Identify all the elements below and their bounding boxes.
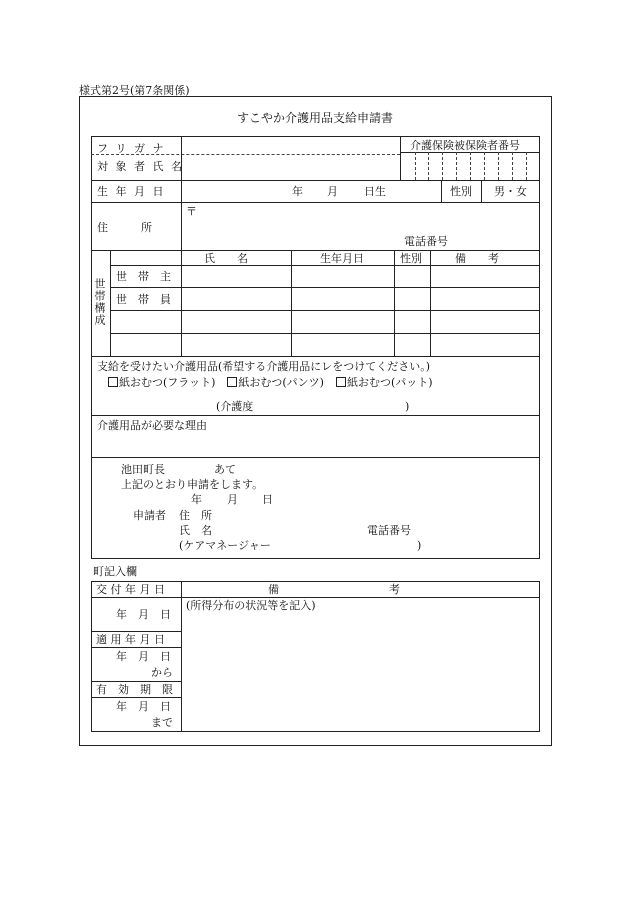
household-row-head: 世 帯 主 [116, 270, 171, 283]
reason-label: 介護用品が必要な理由 [97, 419, 207, 432]
delivery-date-value: 年 月 日 [116, 608, 171, 621]
form-title: すこやか介護用品支給申請書 [236, 111, 393, 125]
checkbox[interactable] [336, 377, 346, 387]
household-header-sex: 性別 [400, 252, 422, 265]
apply-date-label: 適 用 年 月 日 [96, 633, 165, 646]
delivery-date-label: 交 付 年 月 日 [96, 583, 165, 596]
applicant-label: 申請者 [133, 509, 166, 522]
birth-label: 生 年 月 日 [97, 185, 166, 198]
address-label: 住 所 [97, 221, 152, 234]
town-remarks-note: (所得分布の状況等を記入) [186, 599, 316, 612]
validity-until: まで [151, 716, 173, 729]
applicant-name-label: 氏 名 [179, 524, 212, 537]
household-header-birth: 生年月日 [320, 252, 364, 265]
household-group-label: 世帯構成 [93, 278, 106, 326]
household-header-name: 氏 名 [204, 252, 248, 265]
validity-label: 有 効 期 限 [96, 683, 173, 696]
name-label: 対 象 者 氏 名 [97, 160, 184, 173]
birth-year: 年 [292, 185, 303, 198]
addressee: 池田町長 [121, 463, 165, 476]
birth-day: 日生 [364, 185, 386, 198]
birth-month: 月 [327, 185, 338, 198]
sex-options: 男・女 [494, 185, 527, 198]
checkbox[interactable] [227, 377, 237, 387]
supplies-prompt: 支給を受けたい介護用品(希望する介護用品にレをつけてください。) [97, 360, 431, 373]
checkbox[interactable] [108, 377, 118, 387]
care-level-close: ) [405, 400, 410, 413]
sex-label: 性別 [450, 185, 472, 198]
supplies-options [108, 377, 445, 388]
option-pants[interactable]: 紙おむつ(パンツ) [227, 376, 324, 389]
address-phone-label: 電話番号 [404, 235, 448, 248]
form-number: 様式第2号(第7条関係) [79, 84, 190, 97]
validity-date-value: 年 月 日 [116, 700, 171, 713]
town-remarks-label: 備 考 [268, 583, 400, 596]
postal-mark: 〒 [186, 205, 197, 218]
care-manager-close: ) [417, 539, 422, 552]
applicant-address-label: 住 所 [179, 509, 212, 522]
care-level-open: (介護度 [216, 400, 254, 413]
furigana-label: フ リ ガ ナ [97, 142, 166, 155]
household-row-member: 世 帯 員 [116, 293, 171, 306]
applicant-phone-label: 電話番号 [367, 524, 411, 537]
care-manager-open: (ケアマネージャー [179, 539, 271, 552]
town-section-heading: 町記入欄 [93, 565, 137, 578]
apply-from: から [151, 666, 173, 679]
application-month: 月 [227, 493, 238, 506]
application-year: 年 [191, 493, 202, 506]
option-pad[interactable]: 紙おむつ(パット) [336, 376, 433, 389]
household-header-remarks: 備 考 [455, 252, 499, 265]
application-statement: 上記のとおり申請をします。 [121, 478, 264, 491]
apply-date-value: 年 月 日 [116, 650, 171, 663]
insurance-number-label: 介護保険被保険者番号 [410, 139, 520, 152]
addressee-suffix: あて [214, 463, 236, 476]
application-day: 日 [262, 493, 273, 506]
option-flat[interactable]: 紙おむつ(フラット) [108, 376, 215, 389]
